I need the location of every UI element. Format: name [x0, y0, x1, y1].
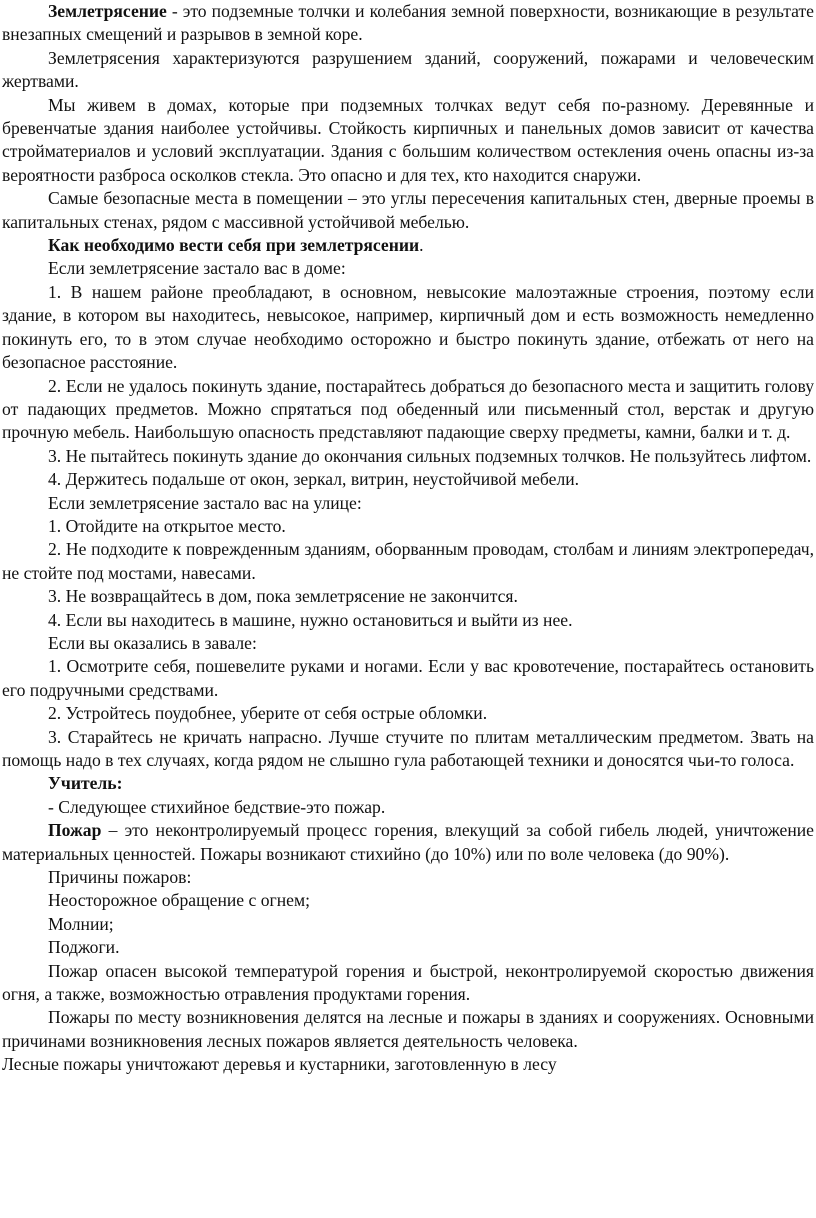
earthquake-term: Землетрясение	[48, 1, 167, 21]
fire-definition-paragraph	[2, 819, 814, 866]
fire-types-paragraph: Пожары по месту возникновения делятся на лесные и пожары в зданиях и сооружениях. Основными причинами возникновения лесных пожаров является деятельность человека.	[2, 1007, 814, 1051]
in-rubble-item-2: 2. Устройтесь поудобнее, уберите от себя острые обломки.	[48, 703, 488, 724]
on-street-item-3: 3. Не возвращайтесь в дом, пока землетрясение не закончится.	[48, 586, 518, 607]
fire-term: Пожар	[48, 820, 102, 841]
earthquake-behavior-heading-period: .	[419, 235, 424, 256]
on-street-item-4: 4. Если вы находитесь в машине, нужно остановиться и выйти из нее.	[48, 609, 573, 630]
earthquake-behavior-heading-text: Как необходимо вести себя при землетрясении	[48, 235, 420, 256]
on-street-item-2: 2. Не подходите к поврежденным зданиям, оборванным проводам, столбам и линиям электропередач, не стойте под мостами, навесами.	[2, 539, 814, 583]
in-rubble-item-1: 1. Осмотрите себя, пошевелите руками и ногами. Если у вас кровотечение, постарайтесь остановить его подручными средствами.	[2, 656, 814, 700]
in-rubble-intro: Если вы оказались в завале:	[48, 632, 257, 653]
earthquake-definition-text: - это подземные толчки и колебания земной поверхности, возникающие в результате внезапных смещений и разрывов в земной коре.	[2, 1, 814, 45]
fire-cause-item-1: Неосторожное обращение с огнем;	[48, 890, 310, 911]
at-home-item-1: 1. В нашем районе преобладают, в основном, невысокие малоэтажные строения, поэтому если здание, в котором вы находитесь, невысокое, например, кирпичный дом и есть возможность немедленно покинуть его, то в этом случае необходимо осторожно и быстро покинуть здание, отбежать от него на безопасное расстояние.	[2, 281, 814, 373]
teacher-label-text: Учитель:	[48, 773, 123, 794]
teacher-label	[2, 772, 814, 795]
at-home-intro: Если землетрясение застало вас в доме:	[48, 258, 346, 279]
at-home-item-2: 2. Если не удалось покинуть здание, постарайтесь добраться до безопасного места и защитить голову от падающих предметов. Можно спрятаться под обеденный или письменный стол, верстак и другую прочную мебель. Наибольшую опасность представляют падающие сверху предметы, камни, балки и т. д.	[2, 375, 814, 443]
in-rubble-item-3: 3. Старайтесь не кричать напрасно. Лучше стучите по плитам металлическим предметом. Звать на помощь надо в тех случаях, когда рядом не слышно гула работающей техники и доносятся чьи-то голоса.	[2, 726, 814, 770]
forest-fires-paragraph: Лесные пожары уничтожают деревья и кустарники, заготовленную в лесу	[2, 1054, 557, 1075]
on-street-item-1: 1. Отойдите на открытое место.	[48, 515, 286, 536]
fire-causes-intro: Причины пожаров:	[48, 867, 192, 888]
earthquake-behavior-heading	[2, 234, 814, 257]
on-street-intro: Если землетрясение застало вас на улице:	[48, 492, 362, 513]
fire-danger-paragraph: Пожар опасен высокой температурой горения и быстрой, неконтролируемой скоростью движения огня, а также, возможностью отравления продуктами горения.	[2, 960, 814, 1005]
at-home-item-3: 3. Не пытайтесь покинуть здание до окончания сильных подземных толчков. Не пользуйтесь лифтом.	[48, 445, 812, 466]
fire-cause-item-2: Молнии;	[48, 913, 114, 934]
fire-definition-text: – это неконтролируемый процесс горения, влекущий за собой гибель людей, уничтожение материальных ценностей. Пожары возникают стихийно (до 10%) или по воле человека (до 90%).	[2, 820, 814, 864]
earthquake-characteristics-paragraph: Землетрясения характеризуются разрушением зданий, сооружений, пожарами и человеческим жертвами.	[2, 47, 814, 92]
earthquake-houses-paragraph: Мы живем в домах, которые при подземных толчках ведут себя по-разному. Деревянные и бревенчатые здания наиболее устойчивы. Стойкость кирпичных и панельных домов зависит от качества стройматериалов и условий эксплуатации. Здания с большим количеством остекления очень опасны из-за вероятности разброса осколков стекла. Это опасно и для тех, кто находится снаружи.	[2, 94, 814, 185]
teacher-line: - Следующее стихийное бедствие-это пожар.	[48, 796, 386, 817]
at-home-item-4: 4. Держитесь подальше от окон, зеркал, витрин, неустойчивой мебели.	[48, 469, 580, 490]
earthquake-definition-paragraph	[2, 0, 814, 47]
earthquake-safe-places-paragraph: Самые безопасные места в помещении – это углы пересечения капитальных стен, дверные проемы в капитальных стенах, рядом с массивной устойчивой мебелью.	[2, 188, 814, 232]
fire-cause-item-3: Поджоги.	[48, 937, 120, 958]
